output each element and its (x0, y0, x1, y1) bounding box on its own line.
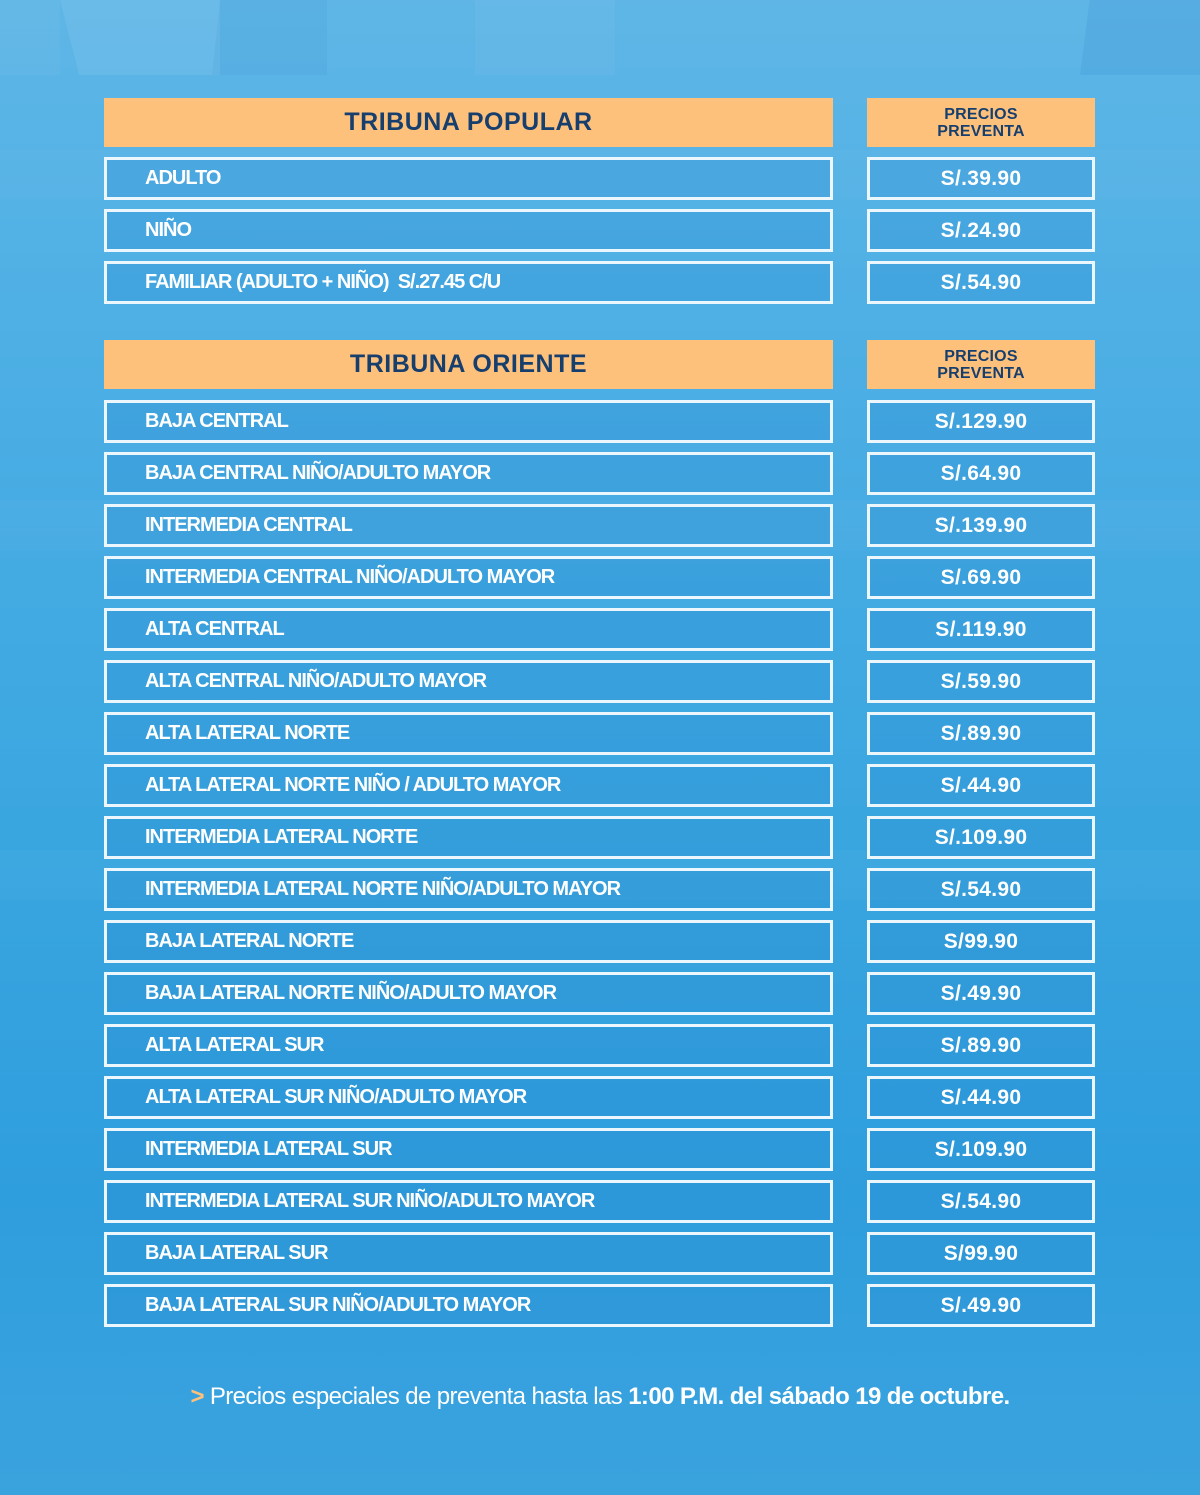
ticket-label: ADULTO (104, 157, 833, 200)
ticket-label: BAJA LATERAL NORTE (104, 920, 833, 963)
ticket-label: ALTA CENTRAL (104, 608, 833, 651)
ticket-price: S/.54.90 (867, 1180, 1095, 1223)
section-title: TRIBUNA POPULAR (104, 98, 833, 147)
background-stripe (0, 0, 60, 75)
price-row (104, 209, 1095, 252)
footnote-text: Precios especiales de preventa hasta las (209, 1383, 629, 1410)
ticket-label: ALTA LATERAL NORTE (104, 712, 833, 755)
price-row (104, 868, 1095, 911)
price-header-line1: PRECIOS (944, 105, 1018, 123)
price-row (104, 920, 1095, 963)
price-header-line1: PRECIOS (944, 347, 1018, 365)
background-stripe (475, 0, 615, 75)
ticket-label: BAJA LATERAL SUR (104, 1232, 833, 1275)
price-column-header (867, 340, 1095, 389)
ticket-label: ALTA LATERAL SUR (104, 1024, 833, 1067)
price-row (104, 1128, 1095, 1171)
ticket-price: S/.54.90 (867, 868, 1095, 911)
price-row (104, 816, 1095, 859)
ticket-price: S/.44.90 (867, 1076, 1095, 1119)
ticket-price: S/.44.90 (867, 764, 1095, 807)
price-row (104, 764, 1095, 807)
ticket-label: INTERMEDIA LATERAL NORTE (104, 816, 833, 859)
presale-footnote (0, 1383, 1200, 1411)
section-title: TRIBUNA ORIENTE (104, 340, 833, 389)
footnote-deadline: 1:00 P.M. del sábado 19 de octubre. (628, 1383, 1010, 1410)
price-row (104, 660, 1095, 703)
ticket-label: INTERMEDIA CENTRAL NIÑO/ADULTO MAYOR (104, 556, 833, 599)
price-header-line2: PREVENTA (937, 364, 1025, 382)
ticket-price: S/99.90 (867, 1232, 1095, 1275)
ticket-price: S/.139.90 (867, 504, 1095, 547)
price-row (104, 504, 1095, 547)
ticket-label: NIÑO (104, 209, 833, 252)
ticket-price: S/.109.90 (867, 816, 1095, 859)
ticket-price: S/.119.90 (867, 608, 1095, 651)
price-row (104, 556, 1095, 599)
ticket-price: S/.64.90 (867, 452, 1095, 495)
ticket-label: BAJA CENTRAL (104, 400, 833, 443)
ticket-label: ALTA CENTRAL NIÑO/ADULTO MAYOR (104, 660, 833, 703)
ticket-label: INTERMEDIA LATERAL NORTE NIÑO/ADULTO MAYOR (104, 868, 833, 911)
price-row (104, 452, 1095, 495)
ticket-price: S/.59.90 (867, 660, 1095, 703)
ticket-price: S/.49.90 (867, 1284, 1095, 1327)
price-header-line2: PREVENTA (937, 122, 1025, 140)
ticket-label: BAJA LATERAL NORTE NIÑO/ADULTO MAYOR (104, 972, 833, 1015)
price-row (104, 712, 1095, 755)
ticket-price: S/.129.90 (867, 400, 1095, 443)
price-column-header (867, 98, 1095, 147)
ticket-label: INTERMEDIA LATERAL SUR (104, 1128, 833, 1171)
background-stripe (1080, 0, 1200, 75)
ticket-price: S/.39.90 (867, 157, 1095, 200)
ticket-label: INTERMEDIA LATERAL SUR NIÑO/ADULTO MAYOR (104, 1180, 833, 1223)
ticket-label: BAJA LATERAL SUR NIÑO/ADULTO MAYOR (104, 1284, 833, 1327)
ticket-price: S/.69.90 (867, 556, 1095, 599)
ticket-label: ALTA LATERAL SUR NIÑO/ADULTO MAYOR (104, 1076, 833, 1119)
ticket-label: INTERMEDIA CENTRAL (104, 504, 833, 547)
price-row (104, 1076, 1095, 1119)
price-row (104, 1180, 1095, 1223)
price-row (104, 157, 1095, 200)
ticket-price: S/.24.90 (867, 209, 1095, 252)
price-row (104, 972, 1095, 1015)
ticket-price: S/.49.90 (867, 972, 1095, 1015)
ticket-label: FAMILIAR (ADULTO + NIÑO) S/.27.45 C/U (104, 261, 833, 304)
ticket-price: S/.89.90 (867, 1024, 1095, 1067)
ticket-price: S/.89.90 (867, 712, 1095, 755)
price-row (104, 1232, 1095, 1275)
price-row (104, 1284, 1095, 1327)
price-row (104, 261, 1095, 304)
section-header (104, 98, 1095, 147)
chevron-right-icon: > (190, 1383, 204, 1410)
background-stripe (60, 0, 220, 75)
ticket-price: S/.109.90 (867, 1128, 1095, 1171)
ticket-label: BAJA CENTRAL NIÑO/ADULTO MAYOR (104, 452, 833, 495)
price-row (104, 400, 1095, 443)
ticket-price: S/.54.90 (867, 261, 1095, 304)
section-header (104, 340, 1095, 389)
price-row (104, 1024, 1095, 1067)
ticket-label: ALTA LATERAL NORTE NIÑO / ADULTO MAYOR (104, 764, 833, 807)
background-stripe (212, 0, 327, 75)
ticket-price: S/99.90 (867, 920, 1095, 963)
price-row (104, 608, 1095, 651)
